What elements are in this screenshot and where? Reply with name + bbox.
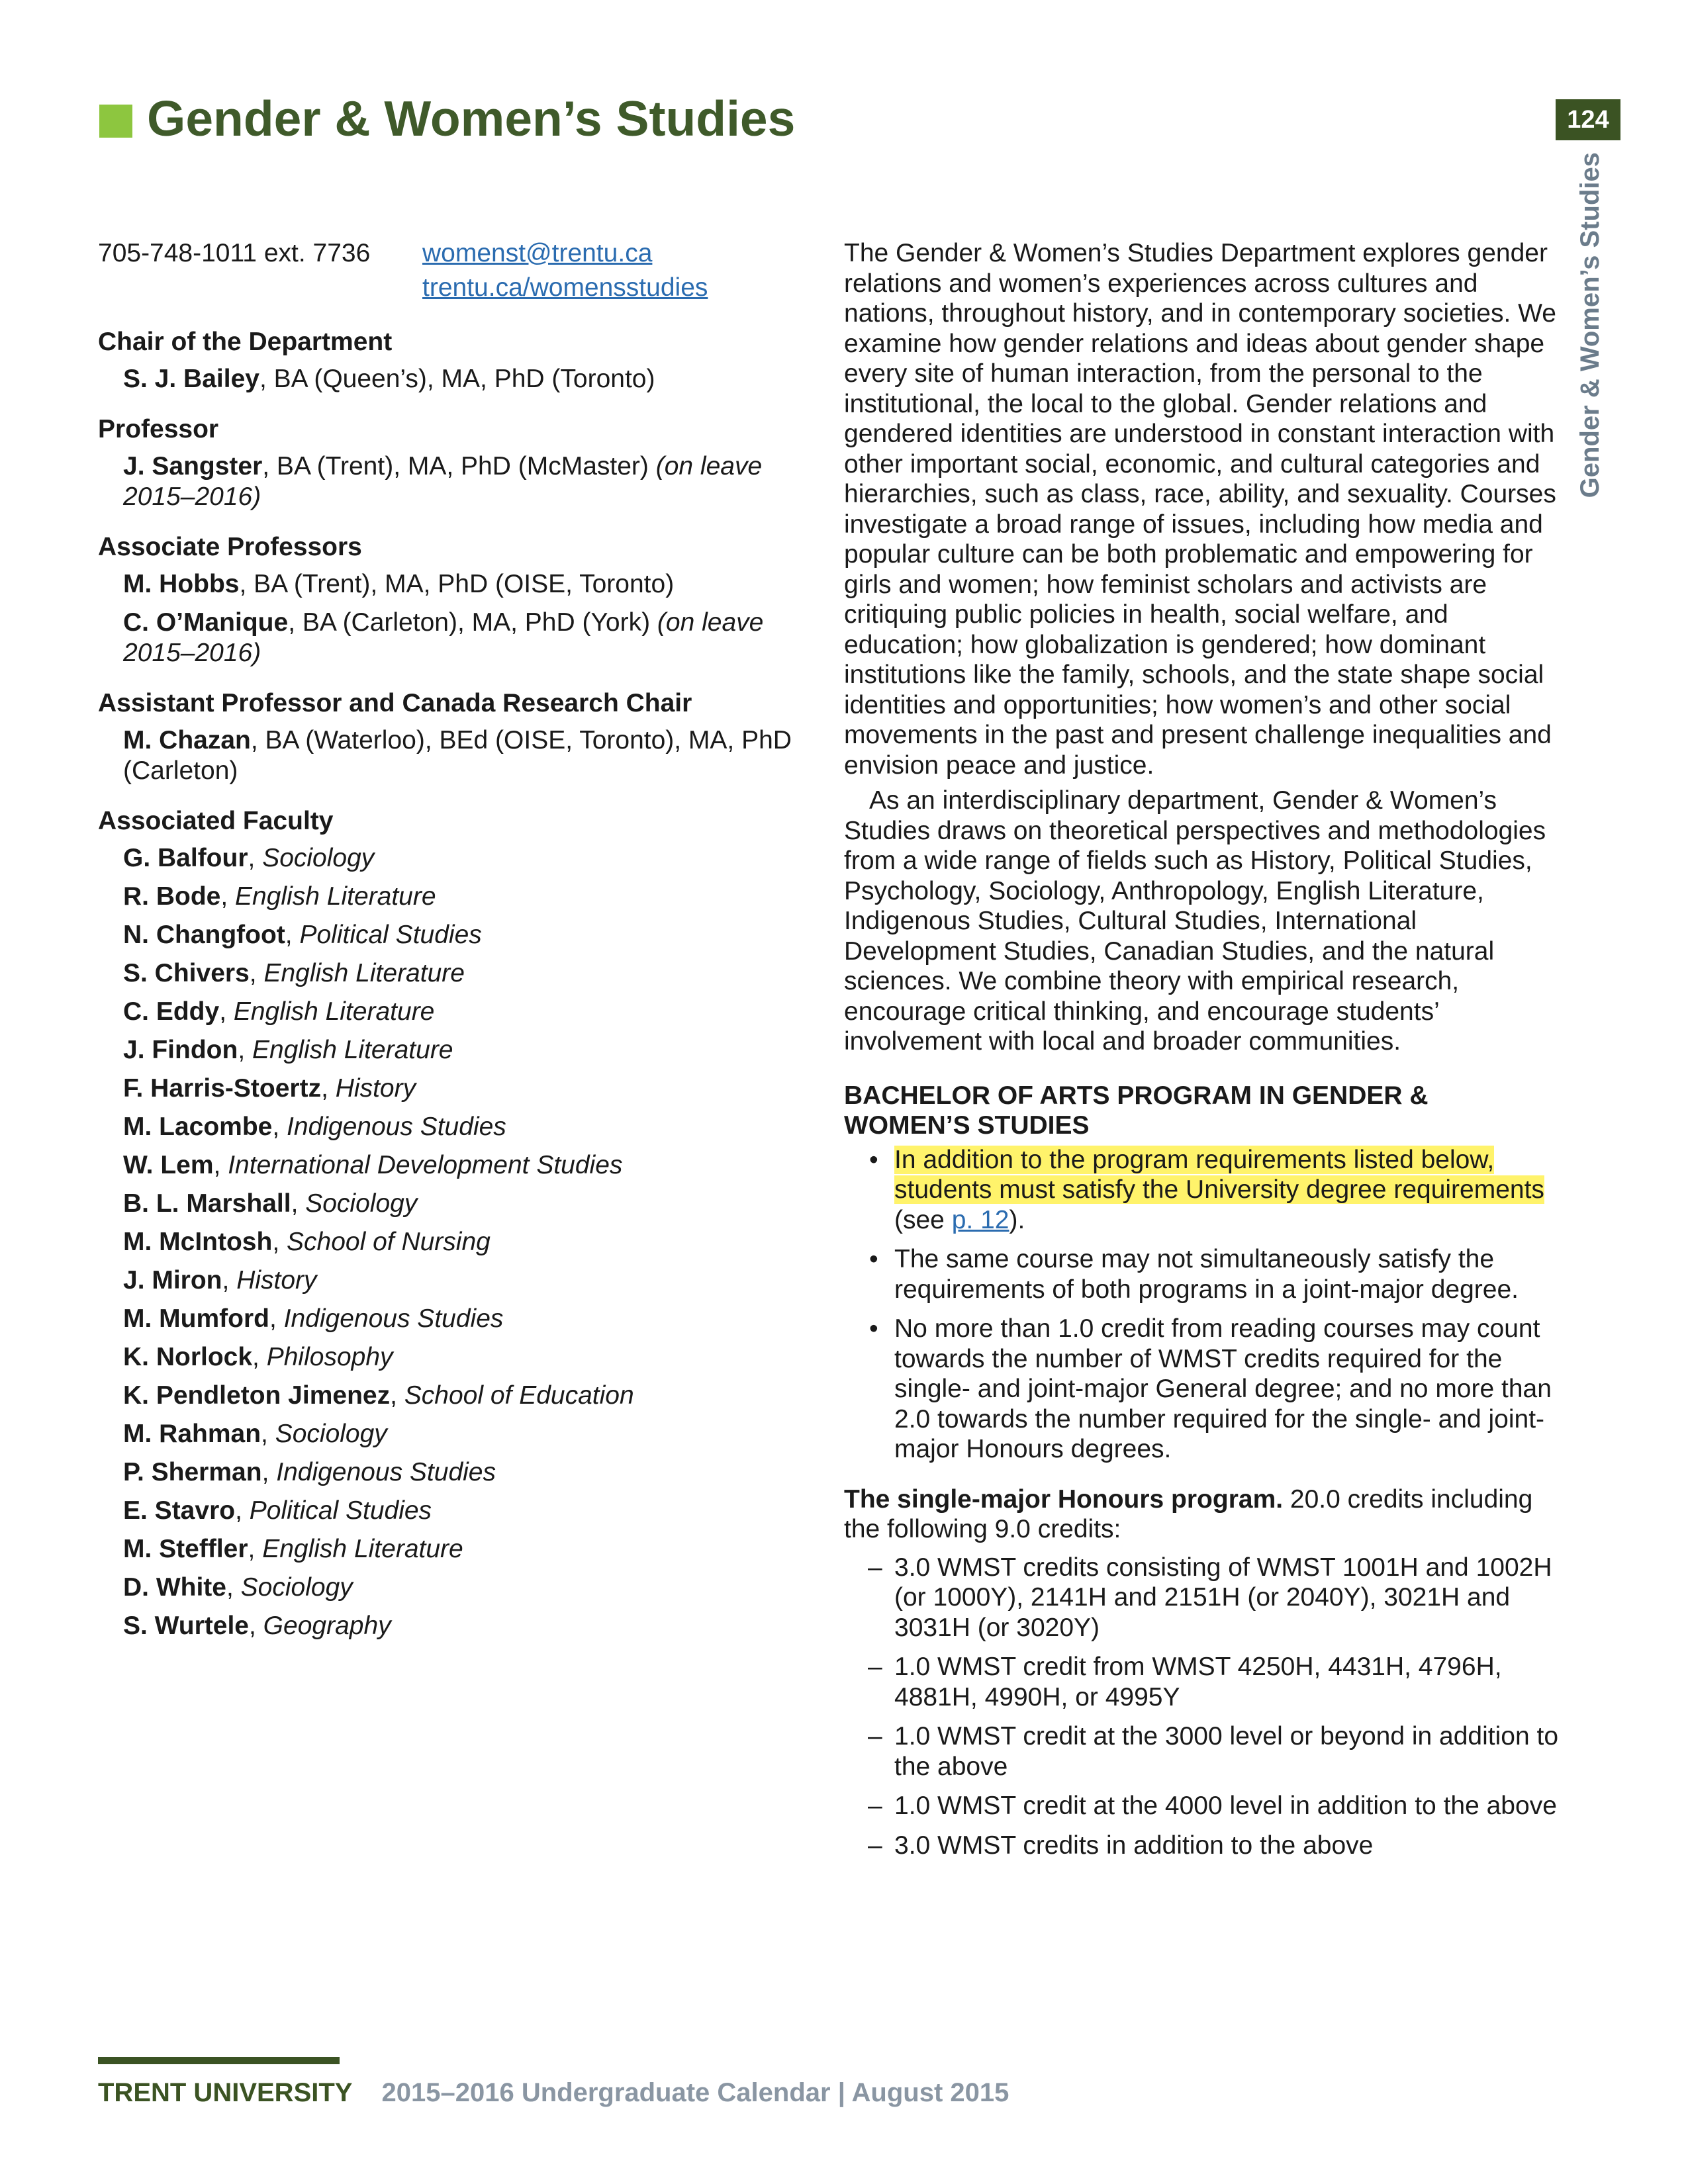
faculty-member [98,1073,820,1104]
separator: , [213,1151,228,1179]
faculty-member [98,1611,820,1641]
member-name: E. Stavro [123,1496,236,1525]
faculty-member [98,1112,820,1142]
faculty-member [98,725,820,786]
member-department: History [335,1074,416,1103]
side-section-label: Gender & Women’s Studies [1575,152,1605,498]
faculty-member [98,364,820,394]
member-department: Indigenous Studies [283,1304,504,1333]
member-name: S. J. Bailey [123,365,259,393]
dash-icon: – [868,1831,882,1860]
separator: , [249,959,264,987]
member-name: R. Bode [123,882,221,911]
section-heading: Associated Faculty [98,807,334,835]
faculty-member [98,569,820,600]
faculty-member [98,1035,820,1066]
list-item [844,1553,1559,1643]
faculty-member [98,1572,820,1603]
faculty-member [98,1457,820,1488]
separator: , [226,1573,241,1602]
faculty-member [98,1227,820,1257]
requirement-text: 3.0 WMST credits in addition to the above [894,1831,1374,1860]
intro-paragraph: The Gender & Women’s Studies Department explores gender relations and women’s experiences across cultures and nations, throughout history, and in contemporary societies. We examine how gender relations and ideas about gender shape every site of human interaction, from the personal to the institutional, the local to the global. Gender relations and gendered identities are understood in constant interaction with other important social, economic, and cultural categories and hierarchies, such as class, race, ability, and sexuality. Courses investigate a broad range of issues, including how media and popular culture can be both problematic and empowering for girls and women; how feminist scholars and activists are critiquing public policies in health, social welfare, and education; how globalization is gendered; how dominant institutions like the family, schools, and the state shape social identities and opportunities; how women’s and other social movements in the past and present challenge inequalities and envision peace and justice. [844,239,1556,780]
member-name: C. Eddy [123,997,220,1026]
member-name: S. Chivers [123,959,250,987]
separator: , [285,921,300,949]
faculty-member [98,1534,820,1565]
requirements-list [844,1145,1559,1465]
member-department: Political Studies [249,1496,432,1525]
bullet-icon: • [869,1145,878,1174]
separator: , [220,882,236,911]
list-item [844,1652,1559,1712]
section-heading: Assistant Professor and Canada Research Chair [98,689,692,717]
section-heading: Professor [98,415,219,443]
member-name: K. Pendleton Jimenez [123,1381,391,1410]
email-link[interactable]: womenst@trentu.ca [422,239,653,267]
member-department: Sociology [240,1573,353,1602]
assistant-professor-section [98,688,820,786]
dash-icon: – [868,1722,882,1751]
list-item [844,1791,1559,1821]
member-department: English Literature [262,1535,463,1563]
bullet-icon: • [869,1314,878,1343]
separator: , [249,1612,263,1640]
honours-summary: 20.0 credits including the following 9.0 credits: [844,1484,1533,1543]
member-credentials: , BA (Queen’s), MA, PhD (Toronto) [259,365,655,393]
separator: , [261,1420,275,1448]
member-department: School of Nursing [287,1228,491,1256]
member-department: Philosophy [266,1343,393,1371]
member-name: B. L. Marshall [123,1189,291,1218]
bullet-icon: • [869,1245,878,1273]
separator: , [261,1458,277,1486]
member-department: School of Education [404,1381,634,1410]
faculty-member [98,997,820,1027]
member-name: M. Hobbs [123,570,240,598]
requirement-text: The same course may not simultaneously satisfy the requirements of both programs in a joint-major degree. [894,1245,1519,1304]
member-name: M. Rahman [123,1420,261,1448]
member-department: English Literature [263,959,465,987]
requirement-text: No more than 1.0 credit from reading courses may count towards the number of WMST credits required for the single- and joint-major General degree; and no more than 2.0 towards the number required for the single- and joint-major Honours degrees. [894,1314,1552,1463]
member-department: Sociology [262,844,375,872]
faculty-member [98,608,820,668]
faculty-member [98,1304,820,1334]
member-department: Indigenous Studies [276,1458,496,1486]
page-footer [98,2078,1009,2108]
faculty-member [98,451,820,512]
honours-program [844,1484,1559,1545]
member-department: English Literature [235,882,436,911]
requirement-text: ). [1009,1205,1025,1234]
associated-faculty-list [98,843,820,1641]
faculty-member [98,1419,820,1449]
member-name: J. Miron [123,1266,222,1295]
separator: , [235,1496,250,1525]
member-name: F. Harris-Stoertz [123,1074,322,1103]
requirement-text: (see [894,1205,952,1234]
member-department: English Literature [233,997,435,1026]
separator: , [291,1189,306,1218]
faculty-member [98,1150,820,1181]
member-credentials: , BA (Carleton), MA, PhD (York) [288,608,657,637]
member-name: M. Lacombe [123,1113,273,1141]
associate-professors-section [98,532,820,668]
page-number: 124 [1556,99,1620,140]
faculty-column [98,238,820,1649]
leave-note: (on leave 2015–2016) [123,608,764,667]
page-title: Gender & Women’s Studies [147,91,796,146]
member-department: Political Studies [299,921,482,949]
list-item [844,1145,1559,1236]
contact-links [422,238,708,307]
list-item [844,1314,1559,1465]
faculty-member [98,1496,820,1526]
member-name: P. Sherman [123,1458,262,1486]
program-column [844,238,1559,1870]
page-12-link[interactable]: p. 12 [951,1205,1009,1234]
separator: , [272,1113,287,1141]
website-link[interactable]: trentu.ca/womensstudies [422,273,708,302]
faculty-member [98,1381,820,1411]
faculty-member [98,843,820,874]
dash-icon: – [868,1553,882,1582]
program-heading: BACHELOR OF ARTS PROGRAM IN GENDER & WOMEN’S STUDIES [844,1081,1429,1140]
professor-section [98,414,820,512]
requirement-text: 1.0 WMST credit at the 3000 level or beyond in addition to the above [894,1722,1559,1781]
member-name: M. McIntosh [123,1228,273,1256]
faculty-member [98,882,820,912]
separator: , [272,1228,287,1256]
separator: , [238,1036,252,1064]
member-name: M. Chazan [123,726,251,754]
separator: , [252,1343,267,1371]
separator: , [222,1266,237,1295]
requirement-text: 1.0 WMST credit from WMST 4250H, 4431H, 4796H, 4881H, 4990H, or 4995Y [894,1653,1502,1711]
section-heading: Associate Professors [98,533,362,561]
member-department: Sociology [305,1189,418,1218]
section-heading: Chair of the Department [98,328,393,356]
faculty-member [98,1342,820,1373]
member-department: Indigenous Studies [287,1113,506,1141]
member-name: N. Changfoot [123,921,285,949]
member-credentials: , BA (Waterloo), BEd (OISE, Toronto), MA, PhD (Carleton) [123,726,792,785]
contact-info [98,238,820,307]
faculty-member [98,958,820,989]
member-department: English Literature [252,1036,453,1064]
member-name: G. Balfour [123,844,248,872]
member-name: J. Findon [123,1036,238,1064]
member-name: M. Steffler [123,1535,248,1563]
footer-rule [98,2057,340,2064]
leave-note: (on leave 2015–2016) [123,452,763,511]
list-item [844,1831,1559,1861]
member-department: International Development Studies [228,1151,623,1179]
highlighted-text: In addition to the program requirements listed below, students must satisfy the University degree requirements [894,1145,1544,1204]
honours-title: The single-major Honours program. [844,1484,1284,1514]
list-item [844,1721,1559,1782]
requirement-text: 3.0 WMST credits consisting of WMST 1001H and 1002H (or 1000Y), 2141H and 2151H (or 2040Y), 3021H and 3031H (or 3020Y) [894,1553,1552,1642]
separator: , [248,1535,263,1563]
phone-number: 705-748-1011 ext. 7736 [98,239,371,267]
member-credentials: , BA (Trent), MA, PhD (OISE, Toronto) [239,570,675,598]
footer-university: TRENT UNIVERSITY [98,2078,353,2107]
dash-icon: – [868,1653,882,1681]
member-name: D. White [123,1573,226,1602]
honours-requirements-list [844,1553,1559,1861]
member-name: S. Wurtele [123,1612,249,1640]
separator: , [321,1074,336,1103]
list-item [844,1244,1559,1304]
associated-faculty-section [98,806,820,1641]
faculty-member [98,920,820,950]
member-name: W. Lem [123,1151,214,1179]
separator: , [248,844,263,872]
chair-section [98,327,820,394]
footer-calendar: 2015–2016 Undergraduate Calendar | August 2015 [381,2078,1009,2107]
separator: , [390,1381,404,1410]
title-marker-square [99,105,132,138]
requirement-text: 1.0 WMST credit at the 4000 level in addition to the above [894,1792,1557,1820]
dash-icon: – [868,1792,882,1820]
faculty-member [98,1265,820,1296]
member-name: C. O’Manique [123,608,289,637]
member-department: History [236,1266,317,1295]
member-name: M. Mumford [123,1304,269,1333]
separator: , [219,997,234,1026]
member-name: K. Norlock [123,1343,253,1371]
member-department: Geography [263,1612,391,1640]
member-name: J. Sangster [123,452,263,480]
member-credentials: , BA (Trent), MA, PhD (McMaster) [262,452,656,480]
faculty-member [98,1189,820,1219]
separator: , [269,1304,284,1333]
intro-paragraph: As an interdisciplinary department, Gender & Women’s Studies draws on theoretical perspectives and methodologies from a wide range of fields such as History, Political Studies, Psychology, Sociology, Anthropology, English Literature, Indigenous Studies, Cultural Studies, International Development Studies, Canadian Studies, and the natural sciences. We combine theory with empirical research, encourage critical thinking, and encourage students’ involvement with local and broader communities. [844,786,1546,1056]
member-department: Sociology [275,1420,387,1448]
